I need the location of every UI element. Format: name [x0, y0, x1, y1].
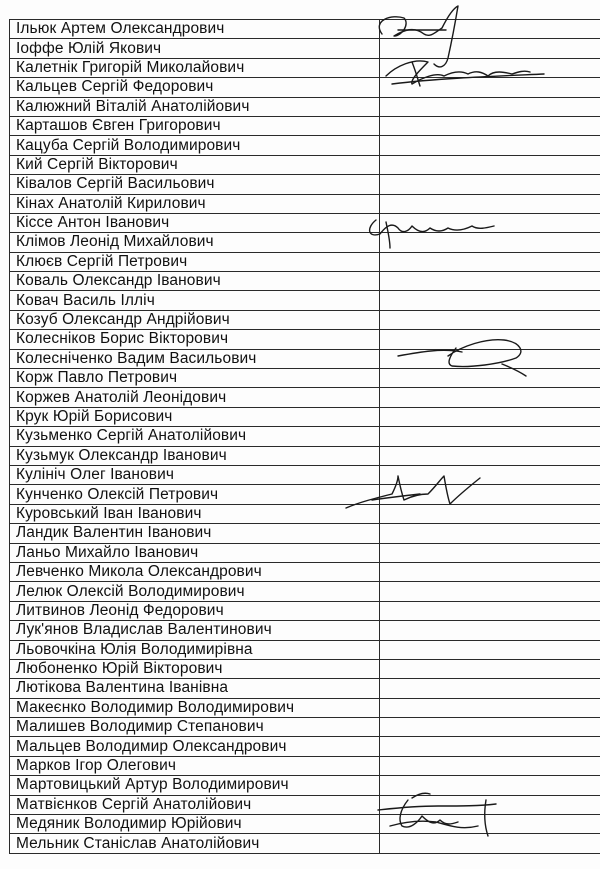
- table-row: [10, 213, 600, 232]
- signature-cell-empty: [380, 698, 600, 717]
- signature-cell-empty: [380, 737, 600, 756]
- signature-cell-empty: [380, 562, 600, 581]
- table-row: [10, 698, 600, 717]
- deputy-name-cell: Кузьмук Олександр Іванович: [10, 446, 380, 465]
- signature-cell-empty: [380, 621, 600, 640]
- signature-cell-empty: [380, 718, 600, 737]
- deputy-name-cell: Колесніков Борис Вікторович: [10, 330, 380, 349]
- table-row: [10, 407, 600, 426]
- table-row: [10, 369, 600, 388]
- deputy-name-cell: Кий Сергій Вікторович: [10, 155, 380, 174]
- table-row: [10, 194, 600, 213]
- signature-cell-signed: [380, 485, 600, 504]
- table-row: [10, 621, 600, 640]
- deputy-name-cell: Ільюк Артем Олександрович: [10, 20, 380, 39]
- signature-cell-empty: [380, 388, 600, 407]
- table-row: [10, 349, 600, 368]
- table-row: [10, 640, 600, 659]
- table-row: [10, 815, 600, 834]
- signature-cell-empty: [380, 465, 600, 484]
- table-row: [10, 330, 600, 349]
- signature-cell-empty: [380, 679, 600, 698]
- signature-cell-empty: [380, 776, 600, 795]
- deputy-name-cell: Кунченко Олексій Петрович: [10, 485, 380, 504]
- deputy-name-cell: Кіссе Антон Іванович: [10, 213, 380, 232]
- table-row: [10, 562, 600, 581]
- deputy-name-cell: Малишев Володимир Степанович: [10, 718, 380, 737]
- deputy-name-cell: Калетнік Григорій Миколайович: [10, 58, 380, 77]
- signature-cell-empty: [380, 659, 600, 678]
- table-row: [10, 659, 600, 678]
- table-row: [10, 485, 600, 504]
- deputy-name-cell: Корж Павло Петрович: [10, 369, 380, 388]
- deputy-name-cell: Макеєнко Володимир Володимирович: [10, 698, 380, 717]
- deputy-name-cell: Льовочкіна Юлія Володимирівна: [10, 640, 380, 659]
- signature-table: [9, 19, 600, 854]
- deputy-name-cell: Калюжний Віталій Анатолійович: [10, 97, 380, 116]
- deputy-name-cell: Ковач Василь Ілліч: [10, 291, 380, 310]
- table-row: [10, 679, 600, 698]
- table-row: [10, 252, 600, 271]
- table-row: [10, 310, 600, 329]
- deputy-name-cell: Ландик Валентин Іванович: [10, 524, 380, 543]
- table-row: [10, 718, 600, 737]
- deputy-name-cell: Ківалов Сергій Васильович: [10, 175, 380, 194]
- deputy-name-cell: Куровський Іван Іванович: [10, 504, 380, 523]
- signature-cell-empty: [380, 272, 600, 291]
- table-row: [10, 737, 600, 756]
- table-row: [10, 116, 600, 135]
- deputy-name-cell: Литвинов Леонід Федорович: [10, 601, 380, 620]
- signature-cell-empty: [380, 78, 600, 97]
- table-row: [10, 543, 600, 562]
- deputy-name-cell: Клімов Леонід Михайлович: [10, 233, 380, 252]
- signature-cell-empty: [380, 582, 600, 601]
- deputy-name-cell: Кацуба Сергій Володимирович: [10, 136, 380, 155]
- table-row: [10, 78, 600, 97]
- table-row: [10, 601, 600, 620]
- table-row: [10, 465, 600, 484]
- signature-cell-empty: [380, 330, 600, 349]
- table-row: [10, 427, 600, 446]
- deputy-name-cell: Карташов Євген Григорович: [10, 116, 380, 135]
- deputy-name-cell: Медяник Володимир Юрійович: [10, 815, 380, 834]
- deputy-name-cell: Мельник Станіслав Анатолійович: [10, 834, 380, 853]
- table-row: [10, 834, 600, 853]
- deputy-name-cell: Лелюк Олексій Володимирович: [10, 582, 380, 601]
- table-body: [10, 20, 600, 854]
- deputy-name-cell: Коржев Анатолій Леонідович: [10, 388, 380, 407]
- table-row: [10, 155, 600, 174]
- deputy-name-cell: Лук'янов Владислав Валентинович: [10, 621, 380, 640]
- signature-cell-signed: [380, 213, 600, 232]
- deputy-name-cell: Крук Юрій Борисович: [10, 407, 380, 426]
- deputy-name-cell: Мартовицький Артур Володимирович: [10, 776, 380, 795]
- table-row: [10, 446, 600, 465]
- table-row: [10, 20, 600, 39]
- signature-cell-empty: [380, 427, 600, 446]
- table-row: [10, 524, 600, 543]
- table-row: [10, 504, 600, 523]
- table-row: [10, 58, 600, 77]
- signature-cell-empty: [380, 543, 600, 562]
- deputy-name-cell: Колесніченко Вадим Васильович: [10, 349, 380, 368]
- deputy-name-cell: Лютікова Валентина Іванівна: [10, 679, 380, 698]
- signature-cell-empty: [380, 407, 600, 426]
- table-row: [10, 582, 600, 601]
- table-row: [10, 776, 600, 795]
- deputy-name-cell: Матвієнков Сергій Анатолійович: [10, 795, 380, 814]
- signature-cell-empty: [380, 834, 600, 853]
- deputy-name-cell: Коваль Олександр Іванович: [10, 272, 380, 291]
- table-row: [10, 388, 600, 407]
- signature-cell-empty: [380, 291, 600, 310]
- signature-cell-empty: [380, 97, 600, 116]
- signature-cell-empty: [380, 310, 600, 329]
- signature-cell-empty: [380, 116, 600, 135]
- signature-cell-empty: [380, 446, 600, 465]
- signature-cell-empty: [380, 601, 600, 620]
- signature-cell-empty: [380, 175, 600, 194]
- deputy-name-cell: Любоненко Юрій Вікторович: [10, 659, 380, 678]
- deputy-name-cell: Кінах Анатолій Кирилович: [10, 194, 380, 213]
- signature-cell-empty: [380, 815, 600, 834]
- signature-cell-empty: [380, 155, 600, 174]
- deputy-name-cell: Ланьо Михайло Іванович: [10, 543, 380, 562]
- signature-cell-empty: [380, 369, 600, 388]
- signature-cell-empty: [380, 233, 600, 252]
- deputy-name-cell: Кальцев Сергій Федорович: [10, 78, 380, 97]
- signature-cell-signed: [380, 349, 600, 368]
- table-row: [10, 233, 600, 252]
- table-row: [10, 795, 600, 814]
- signature-cell-empty: [380, 524, 600, 543]
- signature-cell-empty: [380, 504, 600, 523]
- deputy-name-cell: Козуб Олександр Андрійович: [10, 310, 380, 329]
- table-row: [10, 97, 600, 116]
- signature-cell-signed: [380, 58, 600, 77]
- deputy-name-cell: Левченко Микола Олександрович: [10, 562, 380, 581]
- signature-cell-empty: [380, 39, 600, 58]
- table-row: [10, 136, 600, 155]
- deputy-name-cell: Марков Ігор Олегович: [10, 756, 380, 775]
- table-row: [10, 272, 600, 291]
- signature-cell-empty: [380, 252, 600, 271]
- signature-cell-empty: [380, 194, 600, 213]
- signature-cell-empty: [380, 136, 600, 155]
- signature-cell-signed: [380, 795, 600, 814]
- signature-cell-empty: [380, 756, 600, 775]
- deputy-name-cell: Клюєв Сергій Петрович: [10, 252, 380, 271]
- signature-cell-empty: [380, 640, 600, 659]
- deputy-name-cell: Мальцев Володимир Олександрович: [10, 737, 380, 756]
- table-row: [10, 175, 600, 194]
- deputy-name-cell: Кулініч Олег Іванович: [10, 465, 380, 484]
- signature-cell-signed: [380, 20, 600, 39]
- deputy-name-cell: Кузьменко Сергій Анатолійович: [10, 427, 380, 446]
- deputy-name-cell: Іоффе Юлій Якович: [10, 39, 380, 58]
- table-row: [10, 39, 600, 58]
- table-row: [10, 291, 600, 310]
- table-row: [10, 756, 600, 775]
